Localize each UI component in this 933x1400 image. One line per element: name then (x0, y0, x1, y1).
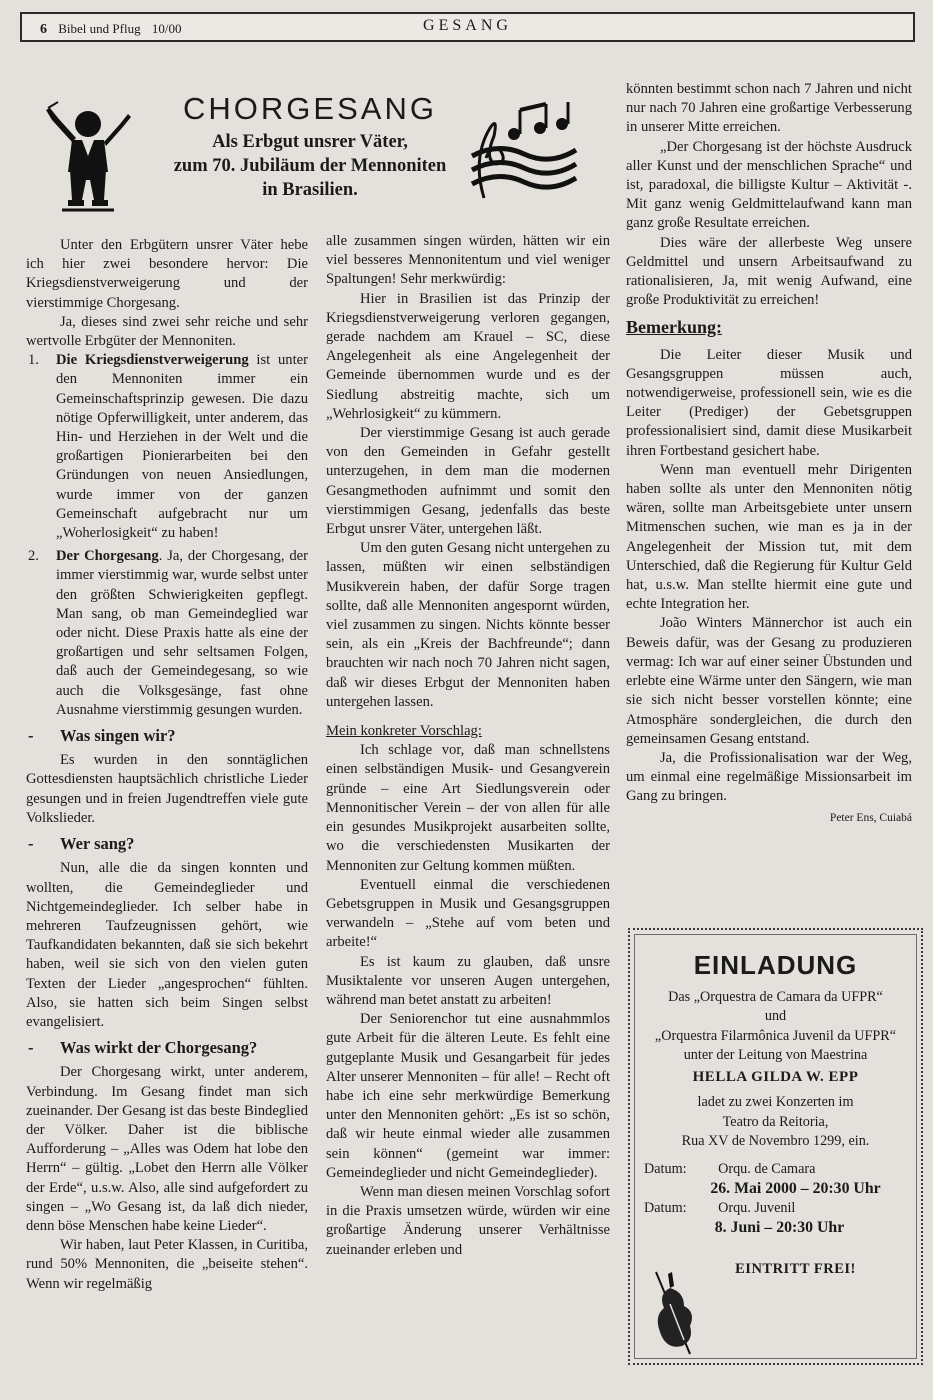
subtitle-line-3: in Brasilien. (262, 180, 358, 200)
paragraph: Wenn man eventuell mehr Dirigenten haben sollte als unter den Mennoniten nötig wären, sollte man Arbeitsgebiete unter unsern Mitmenschen suchen, wie man es ja in der Angelegenheit der Mission tut, mit dem Unterschied, daß die Regierung für Kultur Geld hat, u.s.w. Man stellte hiermit eine gute und echte Integration her. (626, 461, 912, 613)
paragraph: könnten bestimmt schon nach 7 Jahren und nicht nur nach 70 Jahren eine großartige Verbesserung in unserer Mitte erreichen. (626, 81, 912, 136)
item-heading: Der Chorgesang (56, 548, 159, 565)
article-title: CHORGESANG (183, 91, 437, 126)
invitation-title: EINLADUNG (693, 950, 858, 980)
invitation-line: Das „Orquestra de Camara da UFPR“ (668, 988, 883, 1005)
paragraph: Um den guten Gesang nicht untergehen zu lassen, müßten wir einen selbständigen Musikverein haben, der dafür Sorge tragen sollte, daß alle Mennoniten angespornt würden, viel zusammen zu singen. Nichts könnte besser sein, als ein „Kreis der Bachfreunde“; dann brauchten wir nach noch 70 Jahren nicht sagen, daß wir dieses Erbgut der Mennoniten haben untergehen lassen. (326, 540, 610, 710)
column-1 (26, 236, 308, 1294)
magazine-name: Bibel und Pflug (58, 21, 141, 36)
section-heading: - Wer sang? (28, 834, 135, 854)
paragraph: Die Leiter dieser Musik und Gesangsgruppen müssen auch, notwendigerweise, professionell sein, wie es die Leiter (Prediger) der Gebetsgruppen professionalisiert sind, damit diese Musikarbeit ihren Fortbestand gesichert habe. (626, 346, 912, 459)
page-number: 6 (40, 22, 47, 37)
paragraph: Der Seniorenchor tut eine ausnahmmlos gute Arbeit für die älteren Leute. Es fehlt eine gutgeplante Musik und Gesangarbeit für jedes Alter unserer Mennoniten – für alle! – Recht oft habe ich eine sehr merkwürdige Bemerkung unter den Mennoniten gehört: „Es ist so schön, daß wir heute einmal wieder alle zusammen sein können“ (gemeint war immer: Gemeindeglieder und nicht Gemeindeglieder). (326, 1011, 610, 1181)
invitation-line: „Orquestra Filarmônica Juvenil da UFPR“ (654, 1027, 897, 1044)
paragraph: Ja, die Profissionalisation war der Weg, um einmal eine regelmäßige Missionsarbeit im Gang zu bringen. (626, 749, 912, 805)
date-row-2 (630, 1199, 921, 1219)
subtitle-line-2: zum 70. Jubiläum der Mennoniten (173, 156, 447, 176)
paragraph: Ja, dieses sind zwei sehr reiche und sehr wertvolle Erbgüter der Mennoniten. (26, 313, 308, 350)
invitation-line: ladet zu zwei Konzerten im (697, 1094, 854, 1110)
page-header (20, 12, 915, 42)
date-time-2: 8. Juni – 20:30 Uhr (714, 1219, 845, 1236)
paragraph: Der vierstimmige Gesang ist auch gerade von den Gemeinden in Gefahr gestellt unterzugehen, in dem man die modernen Gesangmethoden aufnimmt und somit den vierstimmigen Gesang, jedenfalls das beste Erbgut unsrer Väter, untergehen läßt. (326, 425, 610, 538)
article-subtitle (150, 130, 470, 202)
subtitle-line-1: Als Erbgut unsrer Väter, (212, 132, 408, 152)
violin-icon (648, 1268, 698, 1358)
item-text: ist unter den Mennoniten immer ein Gemeinschaftsprinzip gewesen. Die dazu nötige Opferwilligkeit, unter anderem, das Hin- und Herziehen in der Welt und die großartigen Pionierarbeiten bei den Gründungen von neuen Ansiedlungen, wurde immer von der ganzen Gemeinschaft aufgebracht nur um „Woherlosigkeit“ zu haben! (56, 352, 308, 542)
paragraph: Hier in Brasilien ist das Prinzip der Kriegsdienstverweigerung verloren gegangen, gerade nachdem am Krauel – SC, diese Angelegenheit als eine Angelegenheit der Gemeinde übernommen wurde und es der Siedlung abstreitig machte, sich um „Wehrlosigkeit“ zu kümmern. (326, 290, 610, 422)
invitation-line: und (764, 1008, 787, 1024)
remark-heading: Bemerkung: (626, 317, 722, 338)
conductor-name: HELLA GILDA W. EPP (692, 1068, 859, 1085)
date-label: Datum: (644, 1199, 687, 1216)
paragraph: Nun, alle die da singen konnten und wollten, die Gemeindeglieder und Nichtgemeindeglieder. Ich selber habe in mehreren Taufzeugnissen gehört, wie Taufkandidaten bekannten, daß sie sich bekehrt haben, weil sie sich von den vielen guten Texten der Lieder „angesprochen“ fühlten. Also, sie hatten sich beim Singen selbst evangelisiert. (26, 860, 308, 1030)
date-label: Datum: (644, 1160, 687, 1177)
column-3 (626, 80, 912, 828)
subheading: Mein konkreter Vorschlag: (326, 723, 482, 740)
numbered-item-2 (26, 547, 308, 720)
item-number: 1. (28, 352, 39, 369)
invitation-box (628, 928, 923, 1365)
paragraph: Eventuell einmal die verschiedenen Gebetsgruppen in Musik und Gesangsgruppen verwandeln – „Stehe auf vom beten und arbeite!“ (326, 876, 610, 951)
paragraph: Wir haben, laut Peter Klassen, in Curitiba, rund 50% Mennoniten, die „beiseite stehen“. Wenn wir regelmäßig (26, 1237, 308, 1292)
date-row-1 (630, 1160, 921, 1180)
numbered-item-1 (26, 351, 308, 543)
paragraph: Es wurden in den sonntäglichen Gottesdiensten hauptsächlich christliche Lieder gesungen und in freien Jugendtreffen viele gute Volkslieder. (26, 752, 308, 826)
item-text: . Ja, der Chorgesang, der immer vierstimmig war, wurde selbst unter den größten Schwierigkeiten gepflegt. Man sang, ob man Gemeindeglied war oder nicht. Diese Praxis hatte als eine der großartigen und sehr seltsamen Folgen, daß auch der Gemeindegesang, so wie auch die Volksgesänge, fast ohne Ausnahme vierstimmig gesungen wurden. (56, 548, 308, 718)
paragraph: João Winters Männerchor ist auch ein Beweis dafür, was der Gesang zu produzieren vermag: Ich war auf einer seiner Übstunden und erlebte eine Wärme unter den Sängern, wie man sie sich nicht besser vorstellen könnte; eine Atmosphäre sondergleichen, die durch den gemeinsamen Gesang entstand. (626, 615, 912, 747)
column-2 (326, 232, 610, 1260)
section-title: GESANG (423, 17, 512, 34)
paragraph: alle zusammen singen würden, hätten wir ein viel besseres Mennonitentum und viel weniger Spaltungen! Sehr merkwürdig: (326, 233, 610, 288)
invitation-line: Rua XV de Novembro 1299, ein. (681, 1133, 870, 1149)
author-signature: Peter Ens, Cuiabá (829, 811, 912, 824)
date-orchestra: Orqu. Juvenil (718, 1199, 796, 1216)
section-heading: - Was wirkt der Chorgesang? (28, 1038, 258, 1058)
date-time-1: 26. Mai 2000 – 20:30 Uhr (710, 1180, 881, 1197)
issue-number: 10/00 (151, 21, 182, 36)
section-heading: - Was singen wir? (28, 726, 176, 746)
paragraph: Der Chorgesang wirkt, unter anderem, Verbindung. Im Gesang findet man sich zueinander. Der Gesang ist das beste Bindeglied der Völker. Daher ist die biblische Aufforderung – „Alles was Odem hat lobe den Herrn“ – gültig. „Lobet den Herrn alle Völker der Erde“, u.s.w. Also, alle sind aufgefordert zu singen – „Wo Gesang ist, da laß dich nieder, denn böse Menschen habe keine Lieder“. (26, 1064, 308, 1234)
paragraph: Wenn man diesen meinen Vorschlag sofort in die Praxis umsetzen würde, würden wir eine großartige Änderung unserer Verhältnisse zueinander erleben und (326, 1183, 610, 1258)
invitation-line: unter der Leitung von Maestrina (683, 1047, 868, 1063)
item-heading: Die Kriegsdienstverweigerung (56, 352, 249, 369)
free-entry: EINTRITT FREI! (735, 1260, 856, 1277)
paragraph: Dies wäre der allerbeste Weg unsere Geldmittel und unsern Arbeitsaufwand zu rationalisieren, Ja, mit wenig Aufwand, eine große Produktivität zu erreichen! (626, 234, 912, 309)
paragraph: Unter den Erbgütern unsrer Väter hebe ich hier zwei besondere hervor: Die Kriegsdienstverweigerung und der vierstimmige Chorgesang. (26, 237, 308, 311)
invitation-line: Teatro da Reitoria, (722, 1113, 829, 1130)
date-orchestra: Orqu. de Camara (718, 1160, 816, 1177)
conductor-icon (42, 100, 132, 212)
music-notes-icon (468, 98, 580, 208)
paragraph: Ich schlage vor, daß man schnellstens einen selbständigen Musik- und Gesangverein gründe – eine Art Siedlungsverein oder Mennonitischer Verein – der von allen für alle ein gesundes Musikprojekt ausarbeiten sollte, wo die verschiedensten Musikarten der Mennoniten zur Geltung kommen müßten. (326, 742, 610, 874)
paragraph: Es ist kaum zu glauben, daß unsre Musiktalente vor unseren Augen untergehen, während man betet anstatt zu arbeiten! (326, 953, 610, 1008)
article-title-block (150, 92, 470, 202)
paragraph: „Der Chorgesang ist der höchste Ausdruck aller Kunst und der menschlichen Sprache“ und ist, paradoxal, die billigste Kultur – Aktivität -. Mit ganz wenig Geldmittelaufwand kann man ganz große Resultate erreichen. (626, 138, 912, 232)
item-number: 2. (28, 548, 39, 565)
